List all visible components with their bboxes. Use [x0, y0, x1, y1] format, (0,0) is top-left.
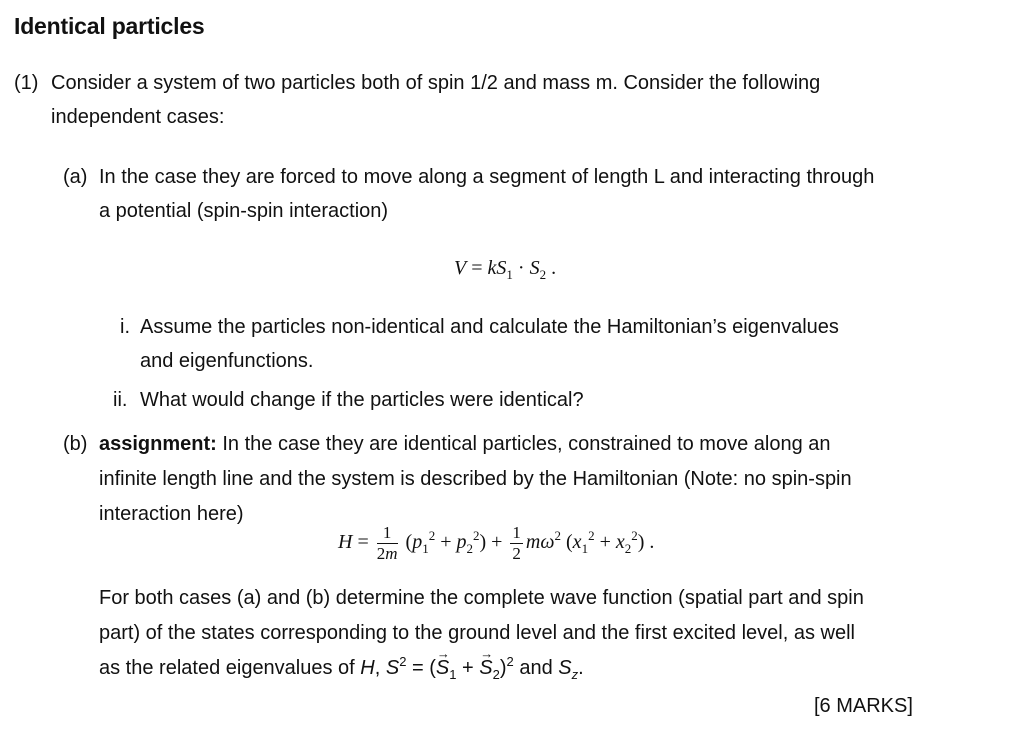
- sub-ii-label: ii.: [113, 389, 128, 411]
- both-cases-line-2: part) of the states corresponding to the ground level and the first excited level, as well: [99, 622, 855, 644]
- marks-label: [6 MARKS]: [814, 695, 913, 717]
- question-number: (1): [14, 72, 39, 94]
- part-a-line-1: In the case they are forced to move along a segment of length L and interacting through: [99, 166, 875, 188]
- both-cases-line-1: For both cases (a) and (b) determine the complete wave function (spatial part and spin: [99, 587, 864, 609]
- part-b-line-1: [99, 431, 831, 457]
- part-a-line-2: a potential (spin-spin interaction): [99, 200, 389, 222]
- both-cases-line-3: as the related eigenvalues of H, $S^2$ = (→ $S_1$ + → $S_2)^2$ and $S_z$.: [99, 655, 584, 681]
- part-b-line-3: interaction here): [99, 503, 244, 525]
- sub-i-label: i.: [120, 316, 130, 338]
- sub-ii-line: What would change if the particles were identical?: [140, 389, 584, 411]
- potential-formula: $V = kS_1 \cdot S_2$ .: [454, 257, 557, 282]
- hamiltonian-formula: H = $\frac{1}{2m}$ $(p_1^2 + p_2^2)$ + $\frac{1}{2}$ $m\omega^2$ $(x_1^2 + x_2^2)$ .: [338, 523, 655, 563]
- part-b-line-1-rest: In the case they are identical particles, constrained to move along an: [222, 433, 831, 455]
- sub-i-line-1: Assume the particles non-identical and calculate the Hamiltonian’s eigenvalues: [140, 316, 839, 338]
- sub-i-line-2: and eigenfunctions.: [140, 350, 314, 372]
- part-b-label: (b): [63, 433, 88, 455]
- question-text-line-1: Consider a system of two particles both of spin 1/2 and mass m. Consider the following: [51, 72, 821, 94]
- section-title: Identical particles: [14, 13, 205, 39]
- part-b-line-2: infinite length line and the system is described by the Hamiltonian (Note: no spin-spin: [99, 468, 852, 490]
- question-text-line-2: independent cases:: [51, 106, 225, 128]
- assignment-label: assignment:: [99, 433, 217, 455]
- part-a-label: (a): [63, 166, 88, 188]
